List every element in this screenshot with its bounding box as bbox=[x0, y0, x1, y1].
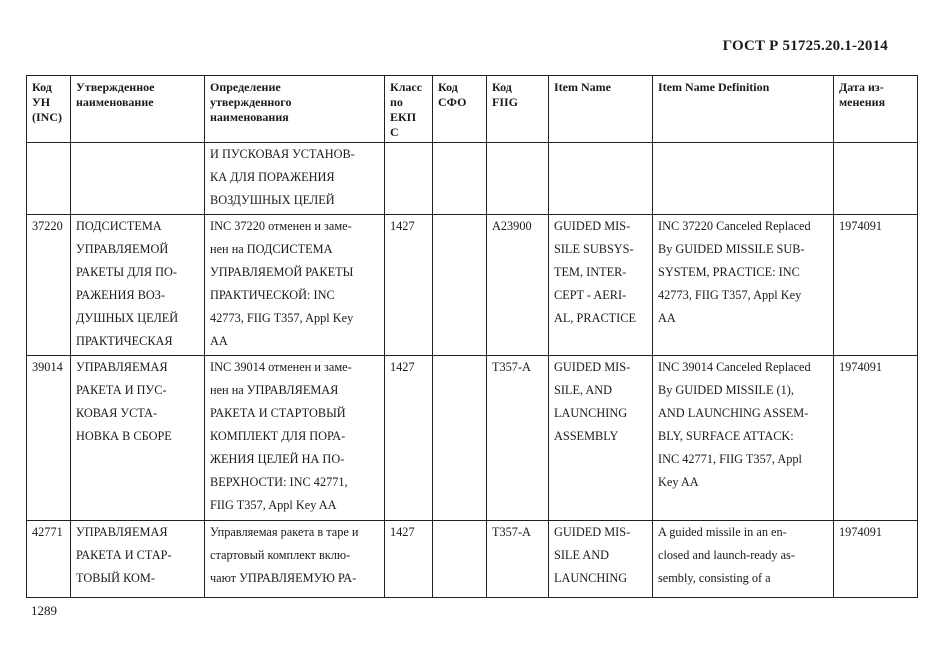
cell-line: 39014 bbox=[32, 360, 63, 374]
cell-line: FIIG bbox=[492, 95, 519, 109]
cell-line: 1974091 bbox=[839, 360, 883, 374]
table-row bbox=[27, 356, 918, 521]
cell-line: Утвержденное bbox=[76, 80, 155, 94]
cell-line: ТОВЫЙ КОМ- bbox=[76, 571, 155, 585]
cell-line: КОВАЯ УСТА- bbox=[76, 406, 158, 420]
cell-line: SILE SUBSYS- bbox=[554, 242, 634, 256]
cell-line: чают УПРАВЛЯЕМУЮ РА- bbox=[210, 571, 357, 585]
cell-line: SILE, AND bbox=[554, 383, 613, 397]
column-header bbox=[71, 76, 205, 143]
column-header bbox=[27, 76, 71, 143]
cell-line: ДУШНЫХ ЦЕЛЕЙ bbox=[76, 311, 179, 325]
cell-line: GUIDED MIS- bbox=[554, 219, 631, 233]
column-header bbox=[653, 76, 834, 143]
fiig-cell bbox=[487, 521, 549, 598]
cell-line: 42771 bbox=[32, 525, 63, 539]
cell-line: Key AA bbox=[658, 475, 699, 489]
cell-line: Item Name bbox=[554, 80, 611, 94]
cell-line: INC 39014 Canceled Replaced bbox=[658, 360, 811, 374]
cell-line: 37220 bbox=[32, 219, 63, 233]
date-cell bbox=[834, 356, 918, 521]
cell-line: Код bbox=[492, 80, 512, 94]
inc-cell bbox=[27, 356, 71, 521]
cell-line: ВОЗДУШНЫХ ЦЕЛЕЙ bbox=[210, 193, 335, 207]
cell-line: ПОДСИСТЕМА bbox=[76, 219, 162, 233]
cell-line: LAUNCHING bbox=[554, 571, 628, 585]
name-cell bbox=[71, 521, 205, 598]
cell-line: AA bbox=[210, 334, 228, 348]
table-header-row bbox=[27, 76, 918, 143]
cell-line: closed and launch-ready as- bbox=[658, 548, 795, 562]
cell-line: Item Name Definition bbox=[658, 80, 770, 94]
cell-line: sembly, consisting of a bbox=[658, 571, 771, 585]
column-header bbox=[834, 76, 918, 143]
cell-line: наименование bbox=[76, 95, 154, 109]
class-cell bbox=[385, 143, 433, 215]
cell-line: 1974091 bbox=[839, 525, 883, 539]
cell-line: КОМПЛЕКТ ДЛЯ ПОРА- bbox=[210, 429, 346, 443]
cell-line: С bbox=[390, 125, 399, 139]
table-row bbox=[27, 143, 918, 215]
class-cell bbox=[385, 356, 433, 521]
cell-line: РАКЕТА И СТАР- bbox=[76, 548, 172, 562]
name-cell bbox=[71, 143, 205, 215]
item-name-cell bbox=[549, 215, 653, 356]
cell-line: AL, PRACTICE bbox=[554, 311, 636, 325]
cell-line: ASSEMBLY bbox=[554, 429, 619, 443]
item-name-cell bbox=[549, 143, 653, 215]
cell-line: AND LAUNCHING ASSEM- bbox=[658, 406, 809, 420]
definition-cell bbox=[205, 215, 385, 356]
cell-line: Управляемая ракета в таре и bbox=[210, 525, 359, 539]
column-header bbox=[433, 76, 487, 143]
class-cell bbox=[385, 521, 433, 598]
cell-line: 42773, FIIG T357, Appl Key bbox=[210, 311, 354, 325]
column-header bbox=[205, 76, 385, 143]
cell-line: BLY, SURFACE ATTACK: bbox=[658, 429, 794, 443]
cell-line: (INC) bbox=[32, 110, 62, 124]
cell-line: УПРАВЛЯЕМАЯ bbox=[76, 525, 168, 539]
cell-line: SILE AND bbox=[554, 548, 609, 562]
definition-cell bbox=[205, 521, 385, 598]
cell-line: INC 37220 Canceled Replaced bbox=[658, 219, 811, 233]
cell-line: стартовый комплект вклю- bbox=[210, 548, 351, 562]
cell-line: ЖЕНИЯ ЦЕЛЕЙ НА ПО- bbox=[210, 452, 345, 466]
cell-line: SYSTEM, PRACTICE: INC bbox=[658, 265, 800, 279]
date-cell bbox=[834, 143, 918, 215]
class-cell bbox=[385, 215, 433, 356]
item-definition-cell bbox=[653, 521, 834, 598]
cell-line: Класс bbox=[390, 80, 423, 94]
cell-line: РАКЕТЫ ДЛЯ ПО- bbox=[76, 265, 178, 279]
table-row bbox=[27, 215, 918, 356]
cell-line: ВЕРХНОСТИ: INC 42771, bbox=[210, 475, 348, 489]
cell-line: A23900 bbox=[492, 219, 532, 233]
column-header bbox=[487, 76, 549, 143]
cell-line: УПРАВЛЯЕМАЯ bbox=[76, 360, 168, 374]
cell-line: By GUIDED MISSILE SUB- bbox=[658, 242, 805, 256]
fiig-cell bbox=[487, 356, 549, 521]
cell-line: 1427 bbox=[390, 219, 415, 233]
fiig-cell bbox=[487, 215, 549, 356]
cell-line: INC 42771, FIIG T357, Appl bbox=[658, 452, 802, 466]
cell-line: T357-A bbox=[492, 360, 531, 374]
column-header bbox=[385, 76, 433, 143]
cell-line: УПРАВЛЯЕМОЙ bbox=[76, 242, 169, 256]
fiig-cell bbox=[487, 143, 549, 215]
cell-line: ПРАКТИЧЕСКАЯ bbox=[76, 334, 173, 348]
cell-line: И ПУСКОВАЯ УСТАНОВ- bbox=[210, 147, 355, 161]
cell-line: 1974091 bbox=[839, 219, 883, 233]
cell-line: INC 37220 отменен и заме- bbox=[210, 219, 352, 233]
definition-cell bbox=[205, 356, 385, 521]
cell-line: A guided missile in an en- bbox=[658, 525, 787, 539]
sfo-cell bbox=[433, 521, 487, 598]
cell-line: менения bbox=[839, 95, 886, 109]
cell-line: INC 39014 отменен и заме- bbox=[210, 360, 352, 374]
cell-line: Определение bbox=[210, 80, 281, 94]
item-definition-cell bbox=[653, 215, 834, 356]
column-header bbox=[549, 76, 653, 143]
cell-line: 42773, FIIG T357, Appl Key bbox=[658, 288, 802, 302]
cell-line: нен на УПРАВЛЯЕМАЯ bbox=[210, 383, 339, 397]
inc-cell bbox=[27, 521, 71, 598]
inc-cell bbox=[27, 143, 71, 215]
cell-line: Код bbox=[32, 80, 52, 94]
cell-line: КА ДЛЯ ПОРАЖЕНИЯ bbox=[210, 170, 335, 184]
date-cell bbox=[834, 521, 918, 598]
cell-line: РАКЕТА И СТАРТОВЫЙ bbox=[210, 406, 346, 420]
page-number: 1289 bbox=[31, 603, 57, 618]
item-definition-cell bbox=[653, 356, 834, 521]
cell-line: By GUIDED MISSILE (1), bbox=[658, 383, 794, 397]
sfo-cell bbox=[433, 356, 487, 521]
cell-line: НОВКА В СБОРЕ bbox=[76, 429, 172, 443]
cell-line: LAUNCHING bbox=[554, 406, 628, 420]
cell-line: Код bbox=[438, 80, 458, 94]
cell-line: ЕКП bbox=[390, 110, 417, 124]
definition-cell bbox=[205, 143, 385, 215]
cell-line: T357-A bbox=[492, 525, 531, 539]
cell-line: РАКЕТА И ПУС- bbox=[76, 383, 167, 397]
cell-line: по bbox=[390, 95, 403, 109]
cell-line: 1427 bbox=[390, 360, 415, 374]
sfo-cell bbox=[433, 215, 487, 356]
cell-line: GUIDED MIS- bbox=[554, 360, 631, 374]
item-definition-cell bbox=[653, 143, 834, 215]
document-standard-header: ГОСТ Р 51725.20.1-2014 bbox=[722, 38, 888, 54]
cell-line: РАЖЕНИЯ ВОЗ- bbox=[76, 288, 166, 302]
cell-line: TEM, INTER- bbox=[554, 265, 627, 279]
sfo-cell bbox=[433, 143, 487, 215]
cell-line: GUIDED MIS- bbox=[554, 525, 631, 539]
data-table bbox=[26, 75, 918, 598]
cell-line: Дата из- bbox=[839, 80, 884, 94]
item-name-cell bbox=[549, 521, 653, 598]
date-cell bbox=[834, 215, 918, 356]
name-cell bbox=[71, 356, 205, 521]
cell-line: УН bbox=[32, 95, 51, 109]
name-cell bbox=[71, 215, 205, 356]
cell-line: утвержденного bbox=[210, 95, 292, 109]
cell-line: СФО bbox=[438, 95, 467, 109]
cell-line: AA bbox=[658, 311, 676, 325]
inc-cell bbox=[27, 215, 71, 356]
cell-line: 1427 bbox=[390, 525, 415, 539]
item-name-cell bbox=[549, 356, 653, 521]
cell-line: CEPT - AERI- bbox=[554, 288, 627, 302]
cell-line: FIIG T357, Appl Key AA bbox=[210, 498, 337, 512]
cell-line: наименования bbox=[210, 110, 289, 124]
table-row bbox=[27, 521, 918, 598]
cell-line: нен на ПОДСИСТЕМА bbox=[210, 242, 333, 256]
cell-line: ПРАКТИЧЕСКОЙ: INC bbox=[210, 288, 335, 302]
cell-line: УПРАВЛЯЕМОЙ РАКЕТЫ bbox=[210, 265, 354, 279]
